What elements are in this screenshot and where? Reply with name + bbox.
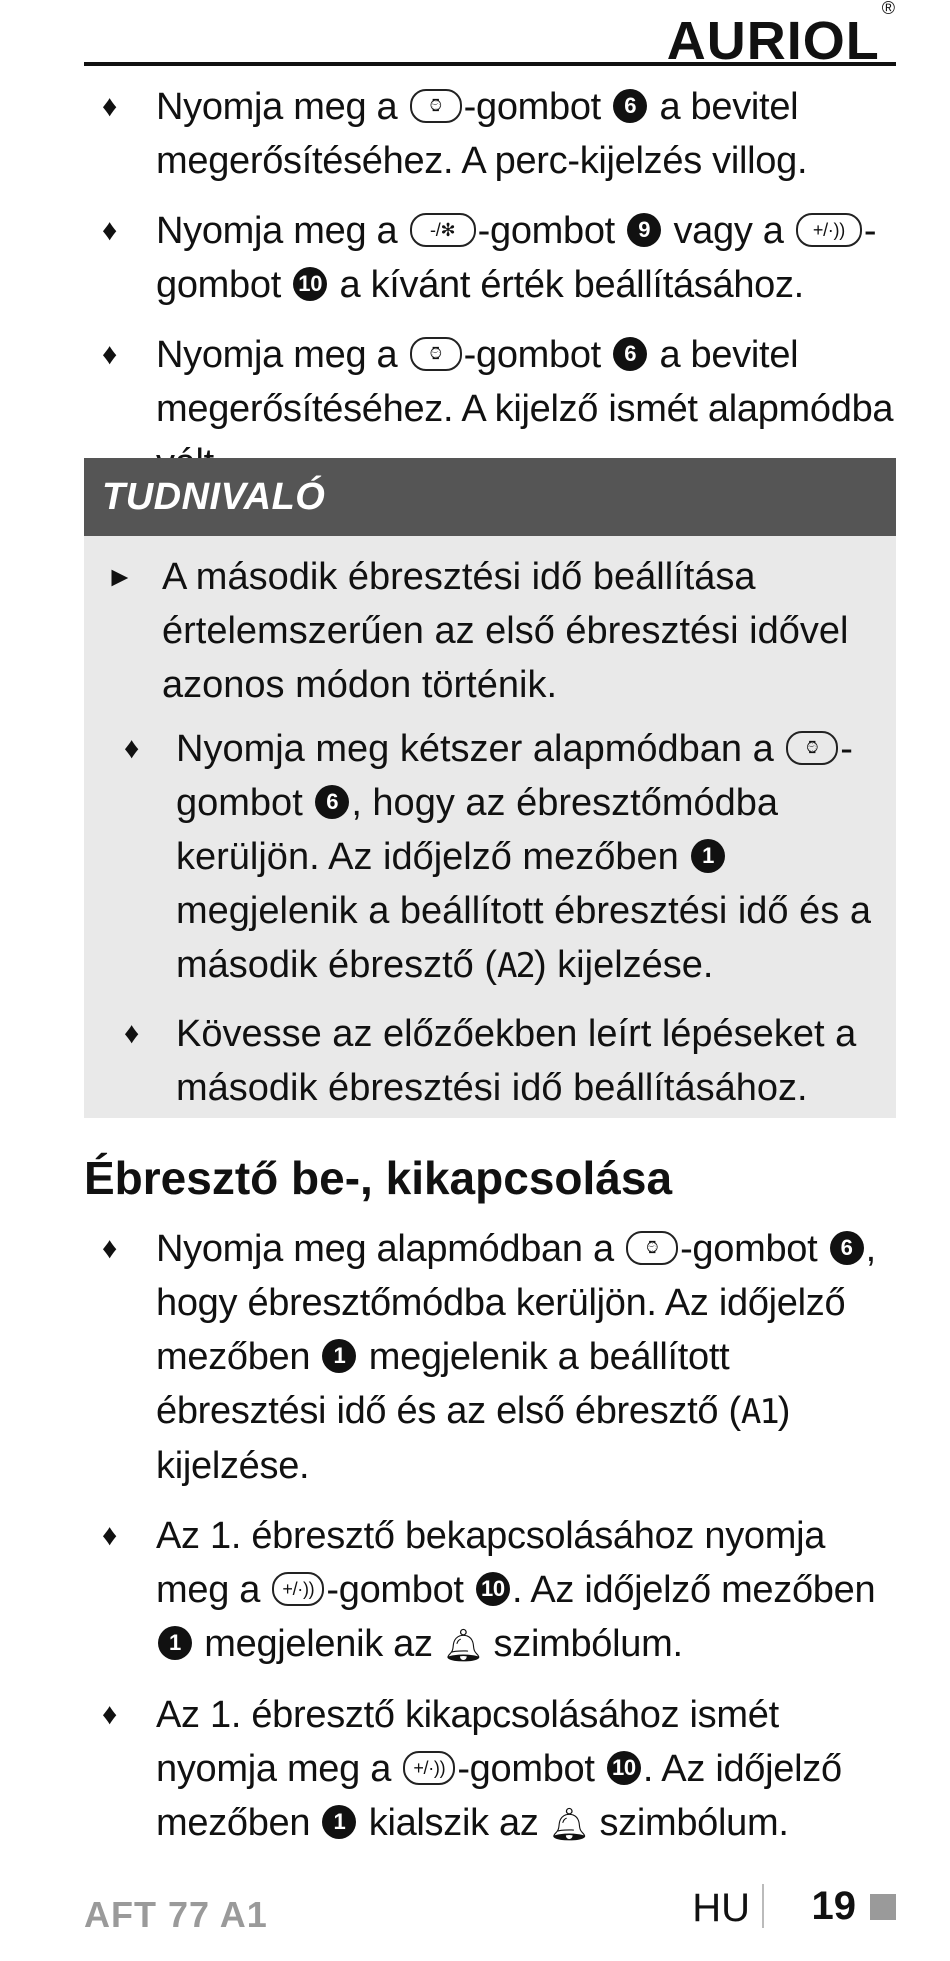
list-item: ♦ Kövesse az előzőekben leírt lépéseket a második ébresztési idő beállításához. <box>84 1007 896 1115</box>
alarm2-segment-display: A2 <box>497 946 534 986</box>
bell-icon: 🔔︎ <box>442 1627 484 1663</box>
section-bullet-list <box>84 1222 896 1867</box>
plus-button-icon: +/·)) <box>796 213 862 247</box>
note-arrow-item: ► A második ébresztési idő beállítása értelemszerűen az első ébresztési idővel azonos módon történik. <box>84 550 896 712</box>
page-footer <box>84 1880 896 1936</box>
brand-logo: AURIOL® <box>666 0 896 71</box>
top-bullet-list <box>84 80 896 506</box>
number-badge: 1 <box>322 1339 356 1373</box>
number-badge: 6 <box>613 89 647 123</box>
alarm1-segment-display: A1 <box>740 1392 778 1432</box>
list-item: ♦ Nyomja meg kétszer alapmódban a ⌚︎ -gombot 6 , hogy az ébresztőmódba kerüljön. Az időjelző mezőben 1 megjelenik a beállított ébresztési idő és a második ébresztő (A2) kijelzése. <box>84 722 896 993</box>
diamond-icon: ♦ <box>102 338 118 371</box>
diamond-icon: ♦ <box>102 90 118 123</box>
number-badge: 1 <box>691 839 725 873</box>
footer-divider <box>762 1884 764 1928</box>
bell-icon: 🔔︎ <box>548 1806 590 1842</box>
alarm-button-icon: ⌚︎ <box>626 1231 678 1265</box>
note-box <box>84 458 896 1118</box>
number-badge: 10 <box>607 1751 641 1785</box>
square-marker-icon <box>870 1894 896 1920</box>
list-item: ♦ Nyomja meg a ⌚︎ -gombot 6 a bevitel megerősítéséhez. A perc-kijelzés villog. <box>84 80 896 188</box>
alarm-button-icon: ⌚︎ <box>410 337 462 371</box>
list-item: ♦ Nyomja meg a -/✻ -gombot 9 vagy a +/·)) -gombot 10 a kívánt érték beállításához. <box>84 204 896 312</box>
number-badge: 6 <box>315 785 349 819</box>
number-badge: 6 <box>613 337 647 371</box>
plus-button-icon: +/·)) <box>272 1572 324 1606</box>
number-badge: 1 <box>322 1805 356 1839</box>
alarm-button-icon: ⌚︎ <box>786 731 838 765</box>
minus-button-icon: -/✻ <box>410 213 476 247</box>
list-item: ♦ Nyomja meg alapmódban a ⌚︎ -gombot 6 , hogy ébresztőmódba kerüljön. Az időjelző mezőben 1 megjelenik a beállított ébresztési idő és az első ébresztő (A1) kijelzése. <box>84 1222 896 1493</box>
number-badge: 1 <box>158 1626 192 1660</box>
arrow-right-icon: ► <box>106 561 134 592</box>
number-badge: 6 <box>830 1231 864 1265</box>
number-badge: 9 <box>627 213 661 247</box>
model-number: AFT 77 A1 <box>84 1894 268 1935</box>
number-badge: 10 <box>476 1572 510 1606</box>
diamond-icon: ♦ <box>124 1017 140 1050</box>
list-item: ♦ Az 1. ébresztő bekapcsolásához nyomja meg a +/·)) -gombot 10 . Az időjelző mezőben 1 megjelenik az 🔔︎ szimbólum. <box>84 1509 896 1672</box>
alarm-button-icon: ⌚︎ <box>410 89 462 123</box>
diamond-icon: ♦ <box>124 732 140 765</box>
page-header <box>84 0 896 71</box>
diamond-icon: ♦ <box>102 1698 118 1731</box>
plus-button-icon: +/·)) <box>403 1751 455 1785</box>
note-title: TUDNIVALÓ <box>84 458 896 536</box>
diamond-icon: ♦ <box>102 214 118 247</box>
section-title: Ébresztő be-, kikapcsolása <box>84 1152 673 1204</box>
list-item: ♦ Nyomja meg a ⌚︎ -gombot 6 a bevitel megerősítéséhez. A kijelző ismét alapmódba <box>84 328 896 490</box>
language-code: HU <box>692 1886 750 1930</box>
diamond-icon: ♦ <box>102 1519 118 1552</box>
list-item: ♦ Az 1. ébresztő kikapcsolásához ismét nyomja meg a +/·)) -gombot 10 . Az időjelző mezőben 1 kialszik az 🔔︎ szimbólum. <box>84 1688 896 1851</box>
number-badge: 10 <box>293 267 327 301</box>
diamond-icon: ♦ <box>102 1232 118 1265</box>
page-number: 19 <box>811 1884 856 1928</box>
